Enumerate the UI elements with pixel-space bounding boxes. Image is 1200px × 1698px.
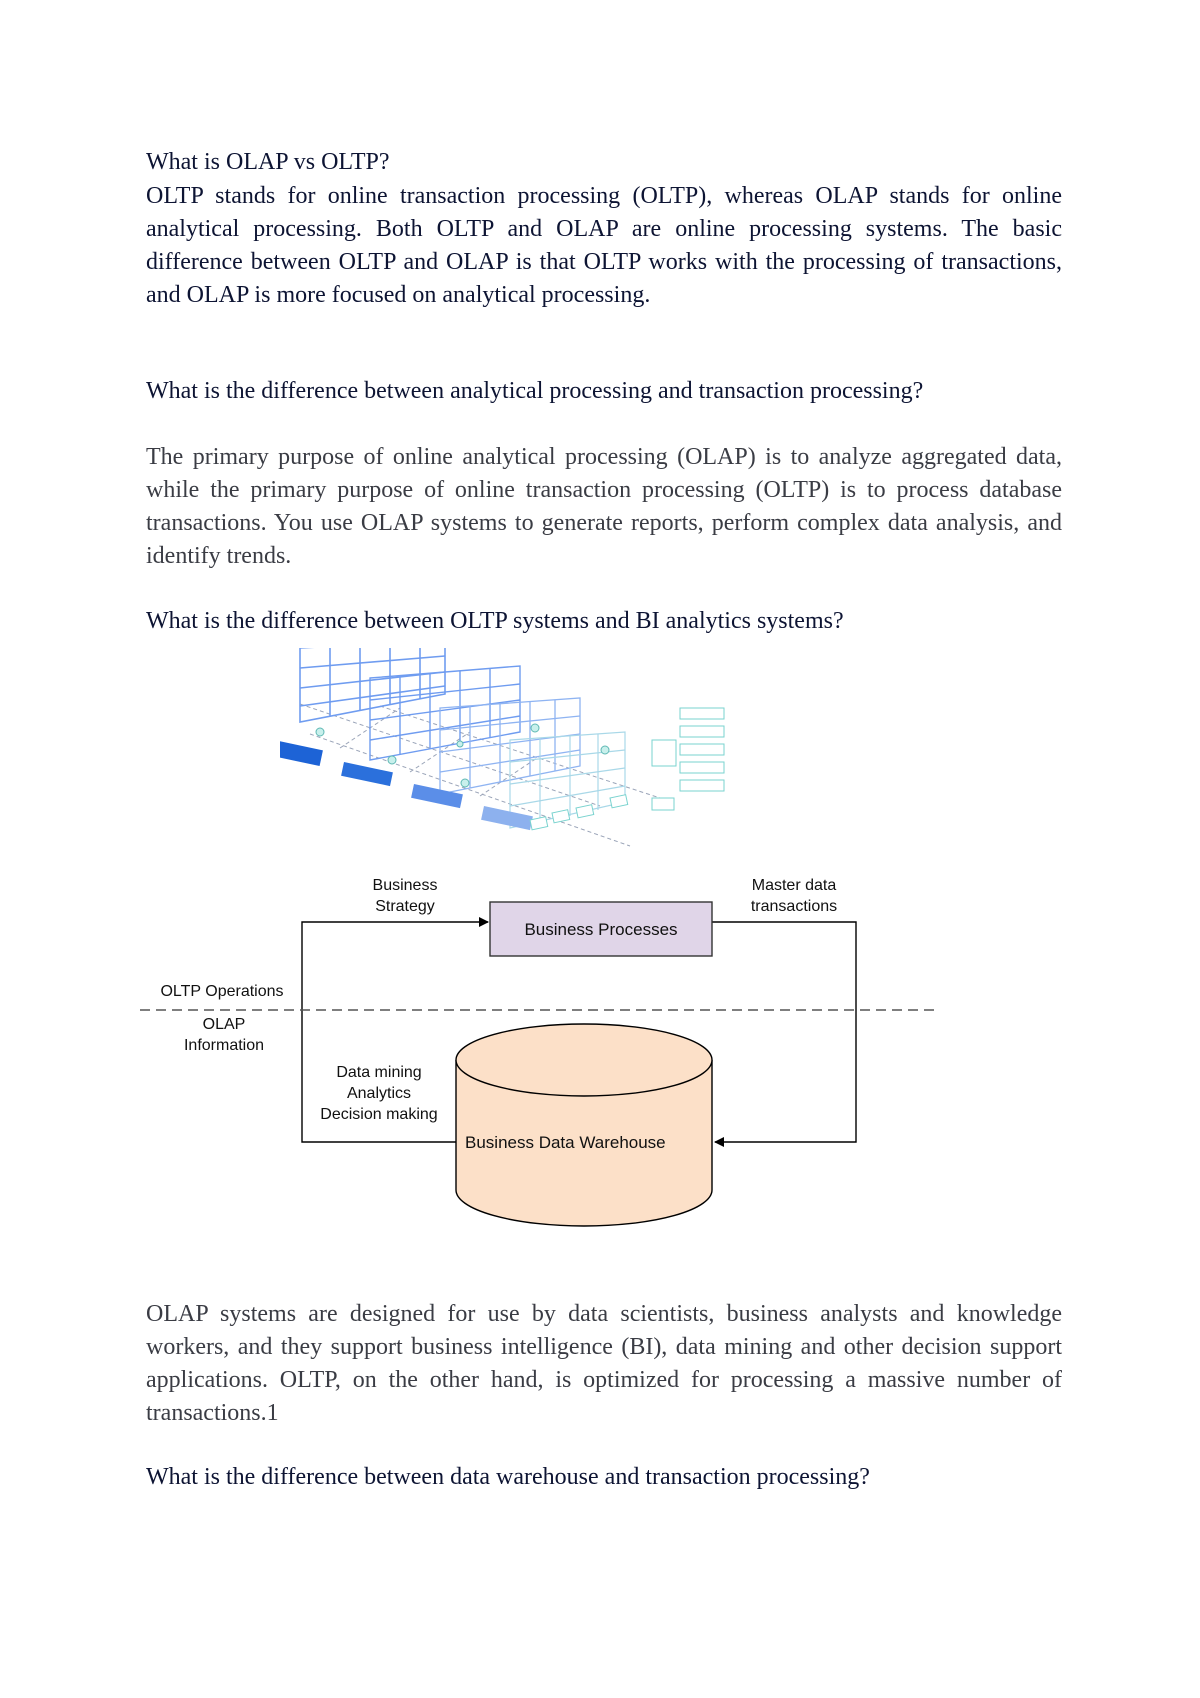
master-data-label-1: Master data xyxy=(751,877,837,894)
olap-label-2: Information xyxy=(183,1037,265,1054)
business-data-warehouse-cylinder xyxy=(456,1024,712,1226)
business-strategy-label-2: Strategy xyxy=(375,898,435,915)
olap-cube-illustration xyxy=(280,648,740,866)
paragraph-purpose: The primary purpose of online analytical processing (OLAP) is to analyze aggregated data, while the primary purpose of online transaction processing (OLTP) is to process database transactions. You use OLAP systems to generate reports, perform complex data analysis, and identify trends. xyxy=(146,444,1062,569)
warehouse-label: Business Data Warehouse xyxy=(465,1133,666,1152)
transactions-connector xyxy=(712,922,856,1142)
paragraph-oltp-definition: OLTP stands for online transaction processing (OLTP), whereas OLAP stands for online analytical processing. Both OLTP and OLAP are online processing systems. The basic difference between OLTP and OLAP is that OLTP works with the processing of transactions, and OLAP is more focused on analytical processing. xyxy=(146,183,1062,308)
oltp-operations-label: OLTP Operations xyxy=(160,983,284,1000)
master-data-label-2: transactions xyxy=(750,898,838,915)
heading-analytical-vs-transaction: What is the difference between analytical processing and transaction processing? xyxy=(146,378,924,404)
business-processes-label: Business Processes xyxy=(524,920,678,939)
olap-label-1: OLAP xyxy=(202,1016,246,1033)
data-mining-label-3: Decision making xyxy=(320,1106,438,1123)
data-mining-label-1: Data mining xyxy=(336,1064,422,1081)
data-mining-label-2: Analytics xyxy=(346,1085,412,1102)
olap-oltp-diagram xyxy=(140,870,940,1230)
heading-olap-vs-oltp: What is OLAP vs OLTP? xyxy=(146,149,390,175)
business-strategy-label-1: Business xyxy=(372,877,438,894)
paragraph-olap-users: OLAP systems are designed for use by data scientists, business analysts and knowledge workers, and they support business intelligence (BI), data mining and other decision support applications. OLTP, on the other hand, is optimized for processing a massive number of transactions.1 xyxy=(146,1301,1062,1426)
heading-warehouse-vs-transaction: What is the difference between data warehouse and transaction processing? xyxy=(146,1464,870,1490)
heading-oltp-vs-bi: What is the difference between OLTP systems and BI analytics systems? xyxy=(146,608,844,634)
